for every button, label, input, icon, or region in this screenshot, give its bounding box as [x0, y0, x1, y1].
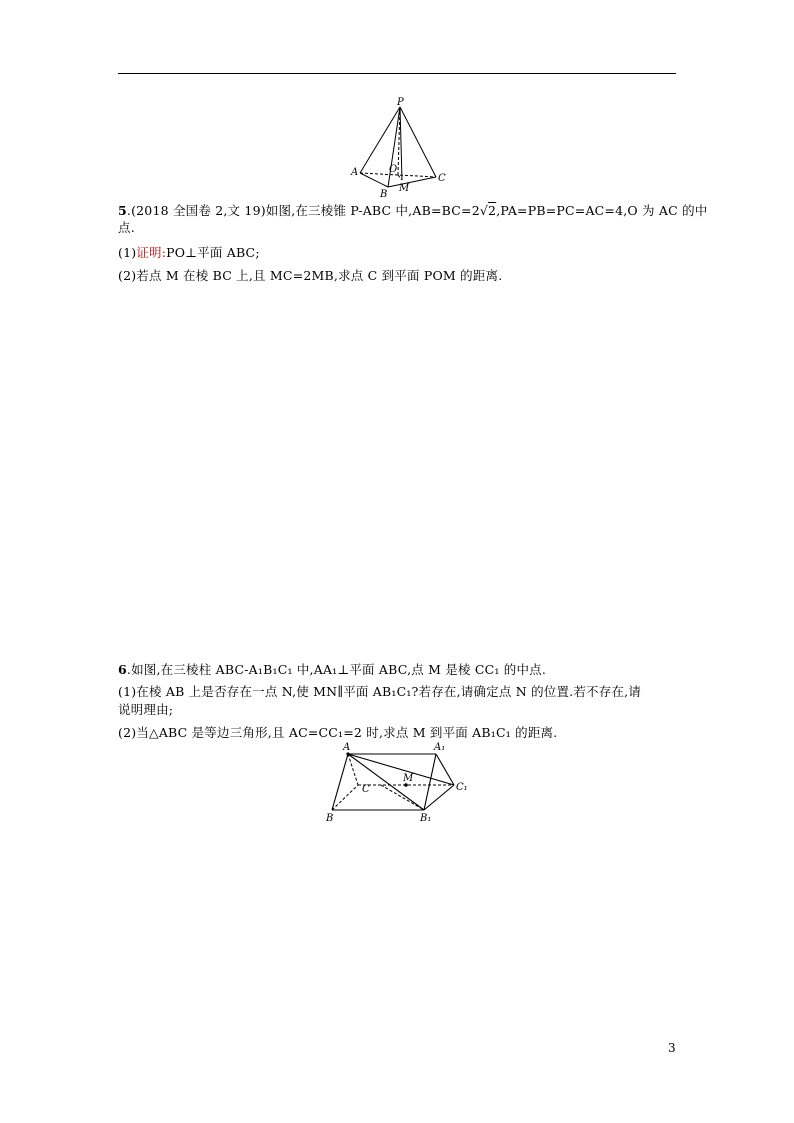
- header-rule: [118, 73, 676, 74]
- label-c: C: [362, 784, 370, 795]
- edge-ab: [332, 754, 348, 810]
- label-m: M: [403, 773, 414, 784]
- edge-mb1: [381, 785, 424, 810]
- edge-pm: [400, 107, 402, 180]
- label-m: M: [399, 183, 410, 194]
- page-number: 3: [668, 1041, 676, 1055]
- label-c1: C₁: [456, 782, 468, 793]
- edge-ab: [360, 173, 388, 187]
- problem6-part2: (2)当△ABC 是等边三角形,且 AC=CC₁=2 时,求点 M 到平面 AB₁C₁ 的距离.: [118, 725, 558, 740]
- problem6-number: 6: [118, 662, 127, 677]
- label-a1: A₁: [434, 742, 446, 753]
- label-o: O: [389, 164, 398, 175]
- problem6-text: .如图,在三棱柱 ABC-A₁B₁C₁ 中,AA₁⊥平面 ABC,点 M 是棱 CC₁ 的中点.: [126, 662, 547, 677]
- edge-pc: [400, 107, 436, 177]
- problem6-part1-line2: 说明理由;: [118, 702, 174, 717]
- label-c: C: [438, 173, 446, 184]
- edge-ac: [348, 754, 358, 785]
- problem5-part1: [118, 245, 260, 261]
- problem5-line1: [118, 203, 708, 219]
- problem5-number: 5: [118, 203, 127, 218]
- proof-label: 证明:: [136, 245, 167, 260]
- label-b1: B₁: [420, 813, 432, 824]
- problem5-part2: (2)若点 M 在棱 BC 上,且 MC=2MB,求点 C 到平面 POM 的距离.: [118, 268, 503, 283]
- problem6-line1: [118, 662, 546, 678]
- problem5-text-a: .(2018 全国卷 2,文 19)如图,在三棱锥 P-ABC 中,AB=BC=2: [126, 203, 480, 218]
- prism-figure: [320, 740, 480, 830]
- label-a: A: [343, 742, 351, 753]
- part1-text: PO⊥平面 ABC;: [166, 245, 260, 260]
- label-b: B: [380, 189, 388, 200]
- problem5-text-b: ,PA=PB=PC=AC=4,O 为 AC 的中: [496, 203, 708, 218]
- problem5-line2: 点.: [118, 220, 135, 235]
- edge-bc: [388, 177, 436, 187]
- problem6-part1-line1: (1)在棱 AB 上是否存在一点 N,使 MN∥平面 AB₁C₁?若存在,请确定点 N 的位置.若不存在,请: [118, 684, 642, 699]
- pyramid-figure: [340, 95, 455, 200]
- sqrt-symbol: √: [479, 203, 489, 218]
- label-b: B: [326, 813, 334, 824]
- part1-prefix: (1): [118, 245, 137, 260]
- label-p: P: [397, 97, 404, 108]
- sqrt-arg: 2: [488, 203, 497, 218]
- label-a: A: [351, 167, 359, 178]
